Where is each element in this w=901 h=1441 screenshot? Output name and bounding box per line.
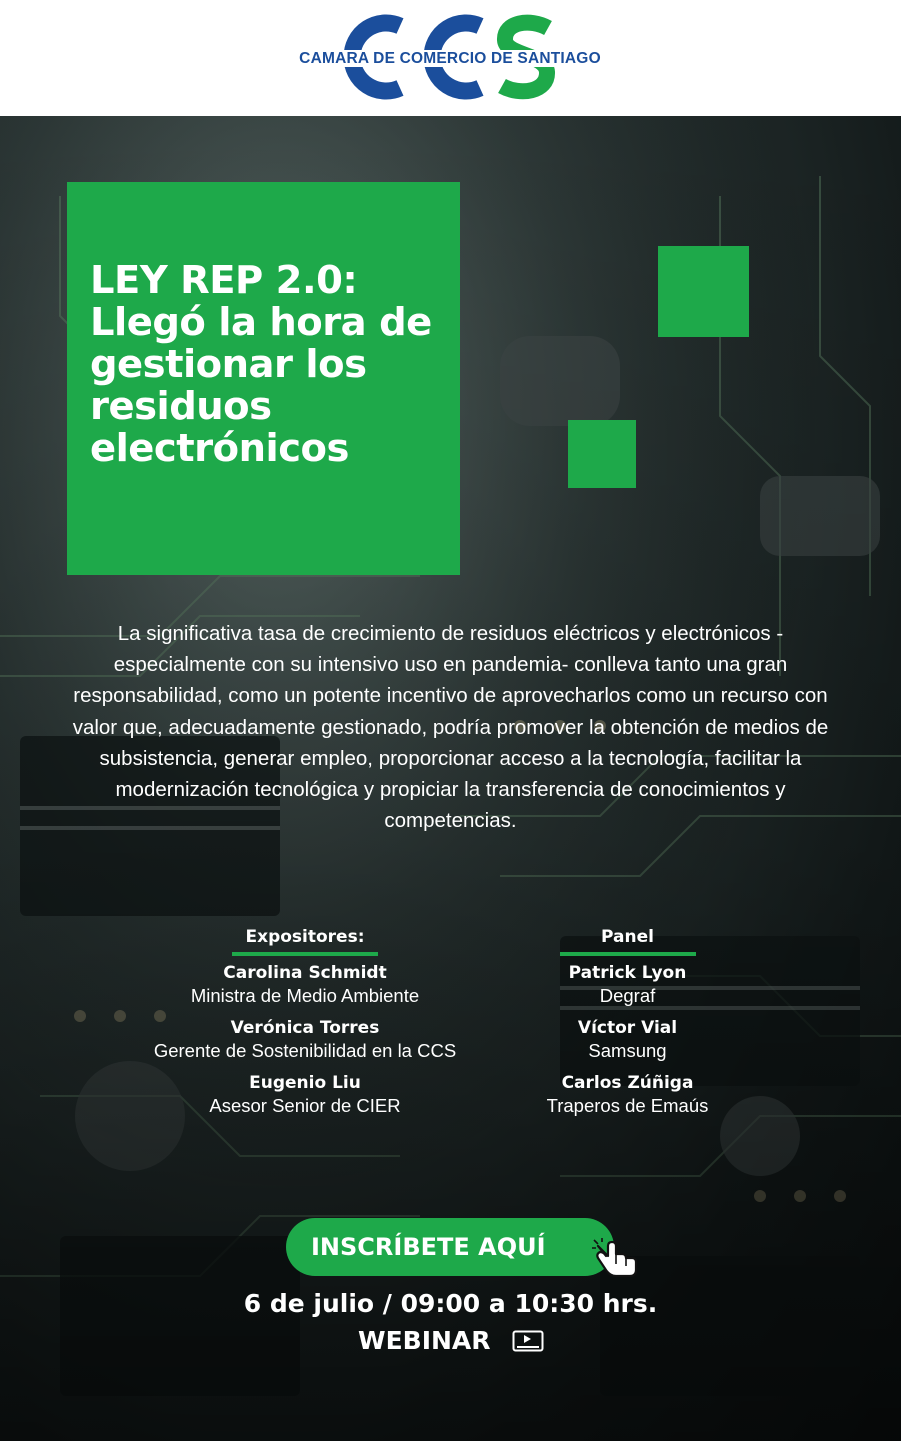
panelist-organization: Degraf xyxy=(599,985,656,1006)
pointer-hand-icon[interactable] xyxy=(592,1238,640,1278)
decorative-square-large xyxy=(658,246,749,337)
panelist-item xyxy=(495,1017,760,1063)
speaker-name: Eugenio Liu xyxy=(249,1073,361,1093)
panel-heading: Panel xyxy=(601,927,654,947)
decorative-square-small xyxy=(568,420,636,488)
register-button[interactable]: INSCRÍBETE AQUÍ xyxy=(286,1218,614,1276)
panelist-name: Patrick Lyon xyxy=(568,963,687,983)
event-date-time: 6 de julio / 09:00 a 10:30 hrs. xyxy=(243,1289,658,1318)
panel-column xyxy=(495,924,760,1127)
panelist-name: Víctor Vial xyxy=(577,1018,678,1038)
panel-underline xyxy=(560,952,696,956)
speaker-name: Carolina Schmidt xyxy=(223,963,387,983)
speaker-item xyxy=(105,1072,505,1118)
speaker-role: Asesor Senior de CIER xyxy=(209,1095,401,1116)
header xyxy=(0,0,901,116)
panelist-organization: Samsung xyxy=(588,1040,667,1061)
panelist-organization: Traperos de Emaús xyxy=(546,1095,709,1116)
speaker-role: Ministra de Medio Ambiente xyxy=(190,985,420,1006)
speaker-item xyxy=(105,962,505,1008)
ccs-logo[interactable] xyxy=(290,14,610,100)
panelist-item xyxy=(495,962,760,1008)
hero-banner xyxy=(0,116,901,1441)
video-player-icon xyxy=(512,1330,544,1352)
speaker-item xyxy=(105,1017,505,1063)
panelist-name: Carlos Zúñiga xyxy=(561,1073,694,1093)
speaker-name: Verónica Torres xyxy=(230,1018,380,1038)
page-title: LEY REP 2.0: Llegó la hora de gestionar los residuos electrónicos xyxy=(90,258,432,471)
event-format: WEBINAR xyxy=(358,1326,491,1355)
speaker-role: Gerente de Sostenibilidad en la CCS xyxy=(153,1040,457,1061)
panelist-item xyxy=(495,1072,760,1118)
speakers-underline xyxy=(232,952,378,956)
speakers-column xyxy=(105,924,505,1127)
speakers-heading: Expositores: xyxy=(245,927,365,947)
title-box xyxy=(67,182,460,575)
logo-text: CAMARA DE COMERCIO DE SANTIAGO xyxy=(290,50,610,68)
event-description: La significativa tasa de crecimiento de residuos eléctricos y electrónicos -especialmente con su intensivo uso en pandemia- conlleva tanto una gran responsabilidad, como un potente incentivo de aprovecharlos como un recurso con valor que, adecuadamente gestionado, podría promover la obtención de medios de subsistencia, generar empleo, proporcionar acceso a la tecnología, facilitar la modernización tecnológica y propiciar la transferencia de conocimientos y competencias. xyxy=(72,622,829,833)
